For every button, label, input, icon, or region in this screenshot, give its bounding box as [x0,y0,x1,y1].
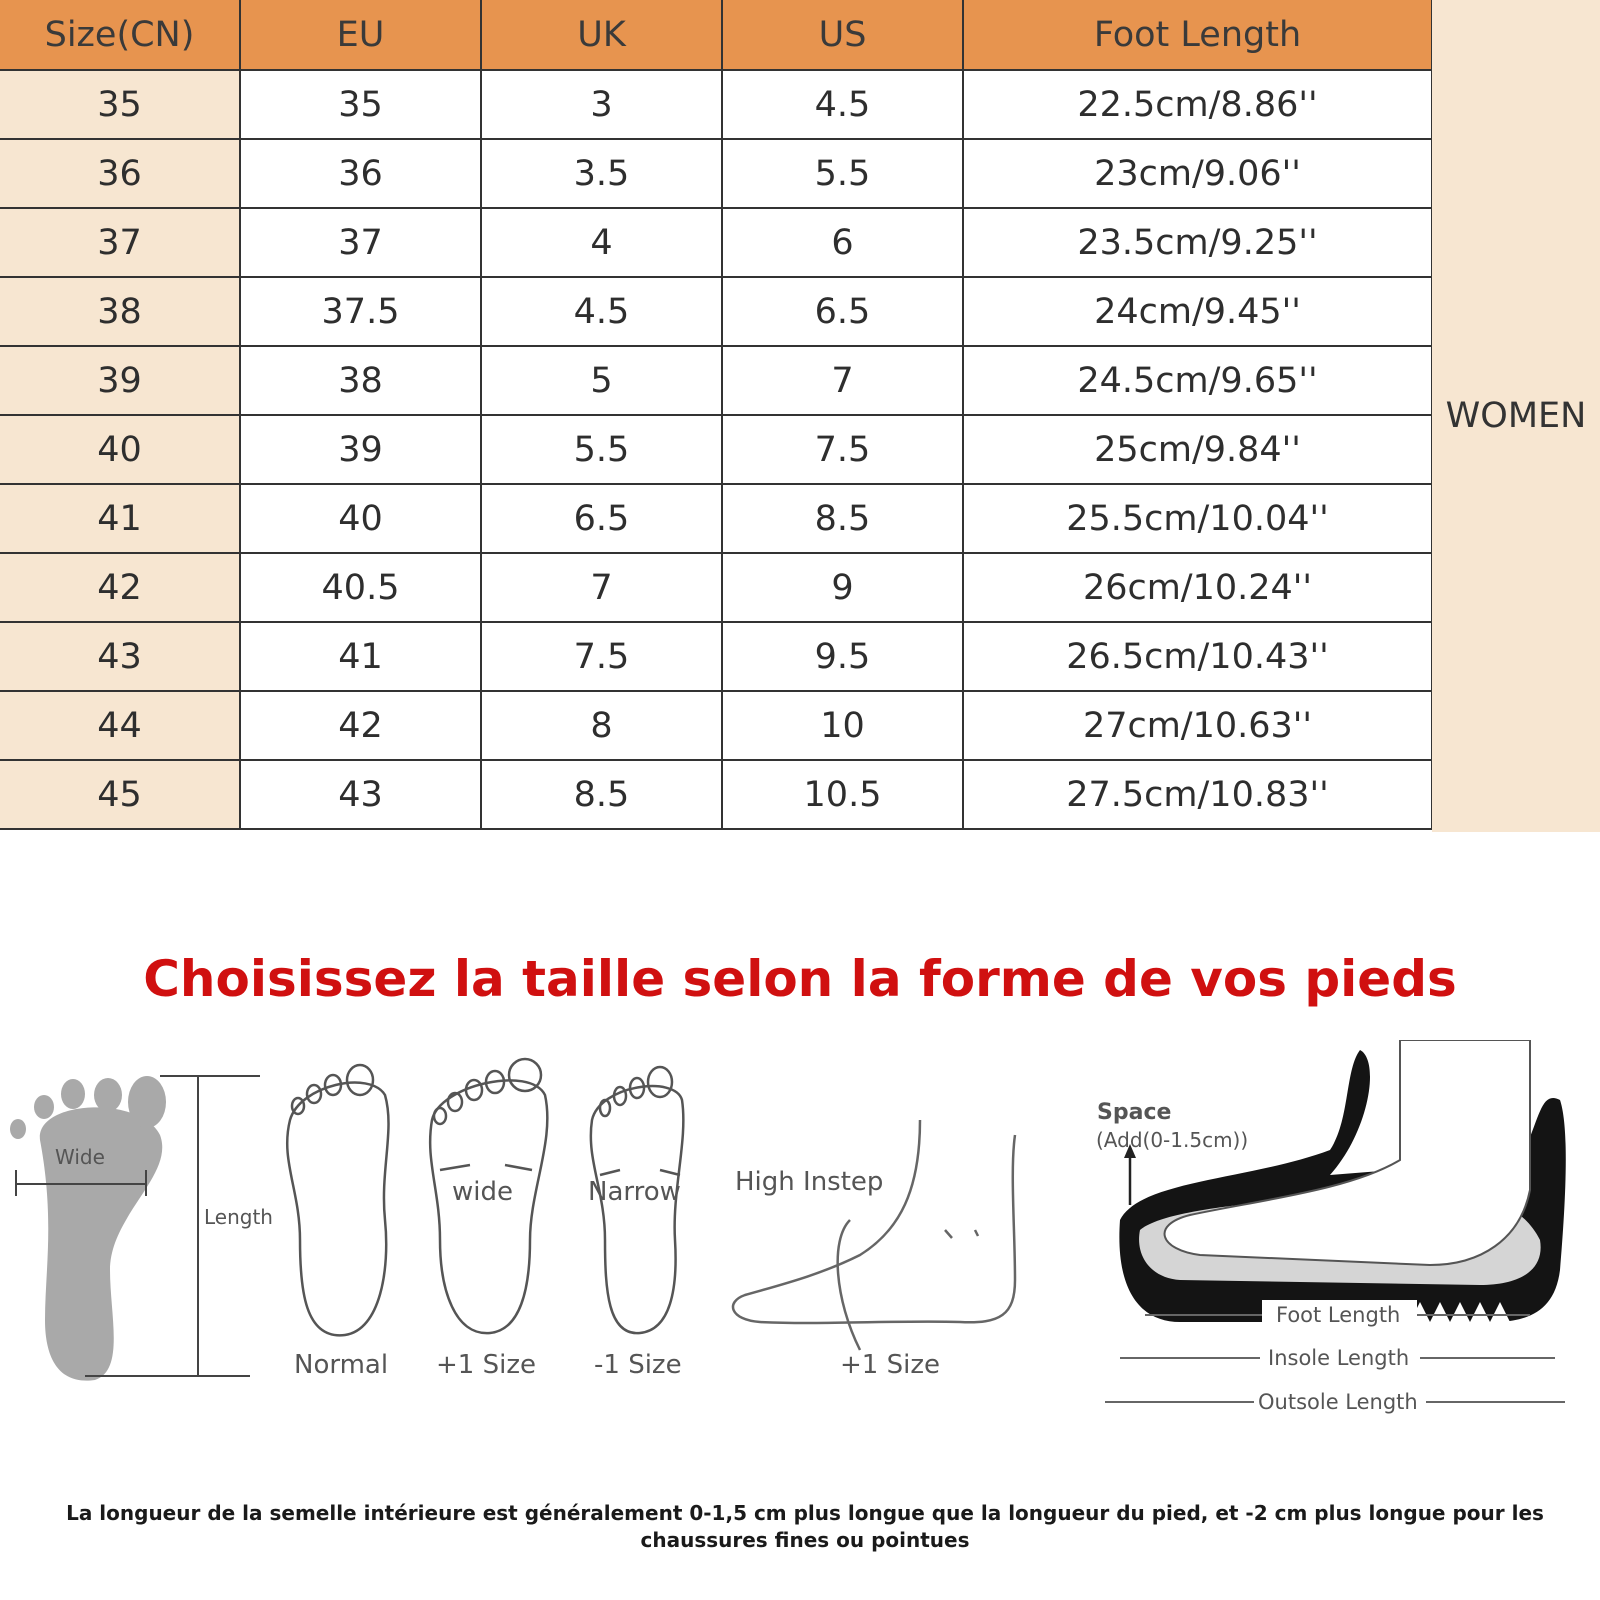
space-note: (Add(0-1.5cm)) [1096,1128,1249,1152]
header-foot-length: Foot Length [963,0,1432,70]
normal-caption: Normal [294,1350,389,1380]
cell-eu: 35 [240,70,481,139]
wide-caption: +1 Size [436,1350,536,1380]
women-label: WOMEN [1445,396,1587,436]
cell-size-cn: 37 [0,208,240,277]
page-title: Choisissez la taille selon la forme de vos pieds [143,950,1457,1008]
cell-size-cn: 41 [0,484,240,553]
cell-eu: 40.5 [240,553,481,622]
cell-uk: 4 [481,208,722,277]
cell-uk: 8 [481,691,722,760]
header-eu: EU [240,0,481,70]
cell-uk: 7.5 [481,622,722,691]
cell-foot-length: 27.5cm/10.83'' [963,760,1432,829]
cell-us: 7 [722,346,963,415]
toe-icon [94,1078,122,1112]
high-instep-caption: +1 Size [840,1350,940,1380]
normal-foot-diagram [287,1065,388,1380]
cell-size-cn: 35 [0,70,240,139]
cell-foot-length: 24cm/9.45'' [963,277,1432,346]
cell-size-cn: 39 [0,346,240,415]
cell-eu: 43 [240,760,481,829]
toe-icon [61,1079,85,1109]
table-body [0,70,1432,829]
cell-uk: 5 [481,346,722,415]
insole-length-label: Insole Length [1268,1346,1410,1370]
cell-uk: 6.5 [481,484,722,553]
cell-us: 10.5 [722,760,963,829]
cell-size-cn: 40 [0,415,240,484]
narrow-foot-diagram [588,1067,683,1380]
table-header-row [0,0,1432,70]
narrow-arrows-icon [600,1170,680,1175]
space-label: Space [1097,1100,1172,1125]
cell-size-cn: 44 [0,691,240,760]
cell-eu: 37.5 [240,277,481,346]
cell-size-cn: 42 [0,553,240,622]
cell-uk: 3.5 [481,139,722,208]
table-row [0,484,1432,553]
cell-us: 8.5 [722,484,963,553]
cell-eu: 36 [240,139,481,208]
foot-length-label: Foot Length [1276,1303,1401,1327]
cell-foot-length: 26cm/10.24'' [963,553,1432,622]
high-instep-foot-icon [733,1120,1015,1323]
table-row [0,70,1432,139]
table-row [0,208,1432,277]
table-row [0,346,1432,415]
cell-us: 6.5 [722,277,963,346]
cell-size-cn: 38 [0,277,240,346]
illustrations-svg [0,1040,1600,1440]
toe-icon [10,1119,26,1139]
cell-eu: 38 [240,346,481,415]
header-size-cn: Size(CN) [0,0,240,70]
size-chart-table [0,0,1433,830]
cell-eu: 42 [240,691,481,760]
outsole-length-label: Outsole Length [1258,1390,1418,1414]
cell-uk: 3 [481,70,722,139]
table-row [0,553,1432,622]
women-side-panel [1432,0,1600,832]
foot-measure-diagram [10,1076,273,1381]
high-instep-label: High Instep [735,1167,884,1197]
table-row [0,622,1432,691]
cell-uk: 5.5 [481,415,722,484]
header-uk: UK [481,0,722,70]
wide-foot-diagram [430,1059,547,1380]
table-row [0,415,1432,484]
cell-foot-length: 23.5cm/9.25'' [963,208,1432,277]
narrow-inner-label: Narrow [588,1177,681,1207]
instep-curve [838,1220,860,1350]
wide-arrows-icon [440,1165,532,1170]
length-label: Length [204,1205,273,1229]
cell-uk: 7 [481,553,722,622]
ankle-marks [945,1230,978,1238]
narrow-foot-outline-icon [591,1086,684,1333]
cell-us: 9.5 [722,622,963,691]
normal-foot-outline-icon [287,1083,388,1336]
cell-us: 9 [722,553,963,622]
high-instep-diagram [733,1120,1015,1380]
wide-label: Wide [55,1145,105,1169]
insole-footnote: La longueur de la semelle intérieure est généralement 0-1,5 cm plus longue que la longueur du pied, et -2 cm plus longue pour les chaussures fines ou pointues [66,1501,1544,1552]
cell-foot-length: 24.5cm/9.65'' [963,346,1432,415]
header-us: US [722,0,963,70]
foot-shape-illustrations [0,1040,1600,1440]
toe-icon [34,1095,54,1119]
cell-us: 5.5 [722,139,963,208]
cell-eu: 39 [240,415,481,484]
table-row [0,277,1432,346]
cell-us: 6 [722,208,963,277]
table-row [0,760,1432,829]
cell-uk: 8.5 [481,760,722,829]
cell-size-cn: 36 [0,139,240,208]
narrow-caption: -1 Size [594,1350,682,1380]
shoe-cross-section-diagram [1096,1040,1566,1415]
table-row [0,691,1432,760]
cell-foot-length: 27cm/10.63'' [963,691,1432,760]
foot-inside-shoe-icon [1165,1040,1530,1265]
cell-foot-length: 26.5cm/10.43'' [963,622,1432,691]
cell-foot-length: 25.5cm/10.04'' [963,484,1432,553]
cell-size-cn: 45 [0,760,240,829]
wide-inner-label: wide [452,1177,513,1207]
cell-foot-length: 25cm/9.84'' [963,415,1432,484]
cell-eu: 40 [240,484,481,553]
cell-uk: 4.5 [481,277,722,346]
cell-foot-length: 23cm/9.06'' [963,139,1432,208]
big-toe-icon [128,1076,166,1128]
cell-foot-length: 22.5cm/8.86'' [963,70,1432,139]
cell-eu: 37 [240,208,481,277]
cell-us: 7.5 [722,415,963,484]
cell-eu: 41 [240,622,481,691]
cell-size-cn: 43 [0,622,240,691]
cell-us: 10 [722,691,963,760]
cell-us: 4.5 [722,70,963,139]
table-row [0,139,1432,208]
